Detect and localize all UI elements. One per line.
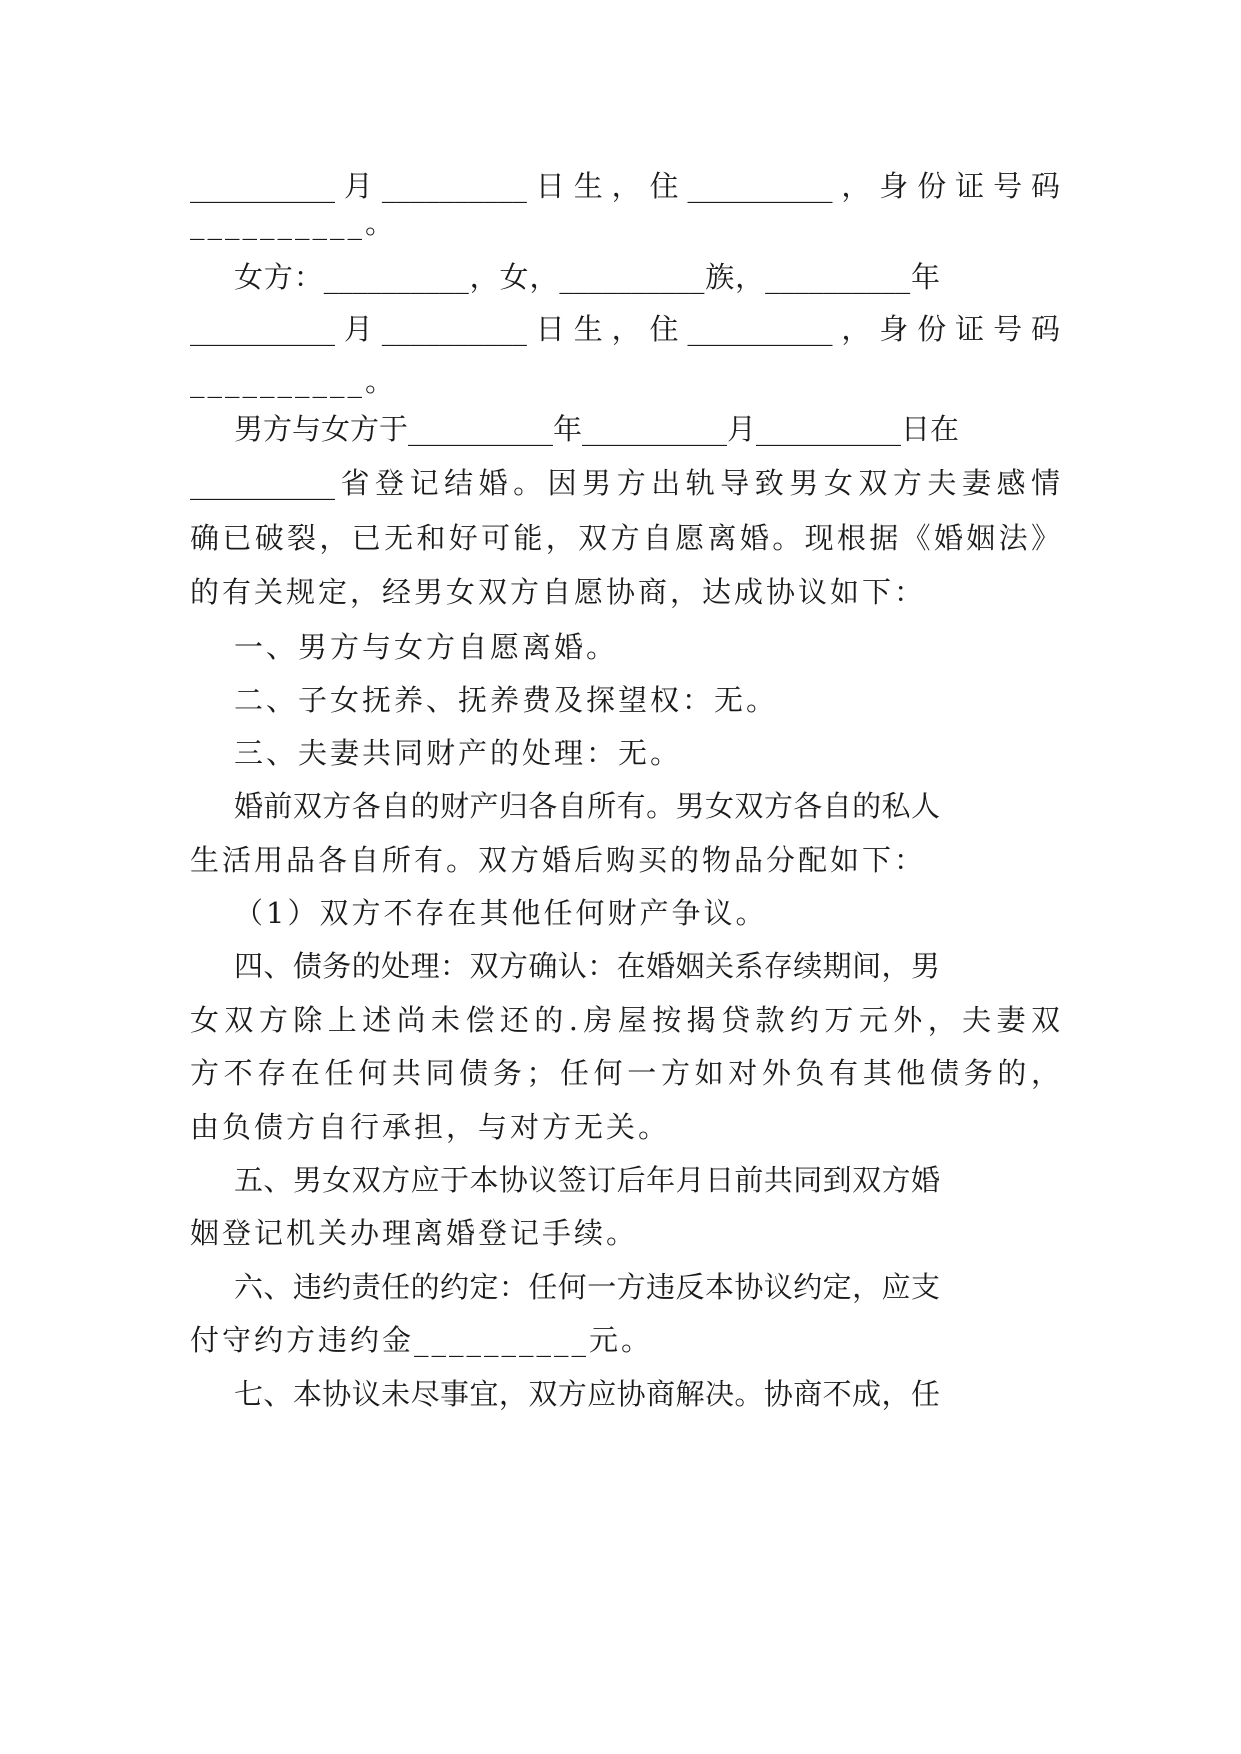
dispute-clause-line-1: 七、本协议未尽事宜，双方应协商解决。协商不成，任 (234, 1377, 940, 1411)
property-item-1: （1）双方不存在其他任何财产争议。 (234, 896, 768, 930)
marriage-date-line: 男方与女方于__________年__________月__________日在 (234, 412, 960, 446)
debt-clause-line-4: 由负债方自行承担，与对方无关。 (190, 1110, 671, 1144)
clause-2: 二、子女抚养、抚养费及探望权：无。 (234, 683, 779, 717)
female-party-birth-line: __________月__________日生，住__________，身份证号码 (190, 312, 1060, 346)
property-paragraph-line-2: 生活用品各自所有。双方婚后购买的物品分配如下： (190, 843, 927, 877)
debt-clause-line-2: 女双方除上述尚未偿还的.房屋按揭贷款约万元外，夫妻双 (190, 1003, 1060, 1037)
marriage-reason-line: __________省登记结婚。因男方出轨导致男女双方夫妻感情 (190, 466, 1060, 500)
marriage-reason-line-2: 确已破裂，已无和好可能，双方自愿离婚。现根据《婚姻法》 (190, 521, 1060, 555)
registration-clause-line-1: 五、男女双方应于本协议签订后年月日前共同到双方婚 (234, 1163, 940, 1197)
debt-clause-line-3: 方不存在任何共同债务；任何一方如对外负有其他债务的， (190, 1056, 1060, 1090)
female-party-id-line: __________。 (190, 364, 398, 398)
clause-1: 一、男方与女方自愿离婚。 (234, 630, 619, 664)
male-party-birth-line: __________月__________日生，住__________，身份证号码 (190, 169, 1060, 203)
registration-clause-line-2: 姻登记机关办理离婚登记手续。 (190, 1216, 639, 1250)
property-paragraph-line-1: 婚前双方各自的财产归各自所有。男女双方各自的私人 (234, 789, 940, 823)
female-party-line: 女方：__________，女，__________族，__________年 (234, 260, 940, 294)
male-party-id-line: __________。 (190, 206, 398, 240)
breach-clause-line-2: 付守约方违约金__________元。 (190, 1323, 654, 1357)
marriage-reason-line-3: 的有关规定，经男女双方自愿协商，达成协议如下： (190, 575, 927, 609)
breach-clause-line-1: 六、违约责任的约定：任何一方违反本协议约定，应支 (234, 1270, 940, 1304)
clause-3: 三、夫妻共同财产的处理：无。 (234, 736, 683, 770)
debt-clause-line-1: 四、债务的处理：双方确认：在婚姻关系存续期间，男 (234, 949, 940, 983)
